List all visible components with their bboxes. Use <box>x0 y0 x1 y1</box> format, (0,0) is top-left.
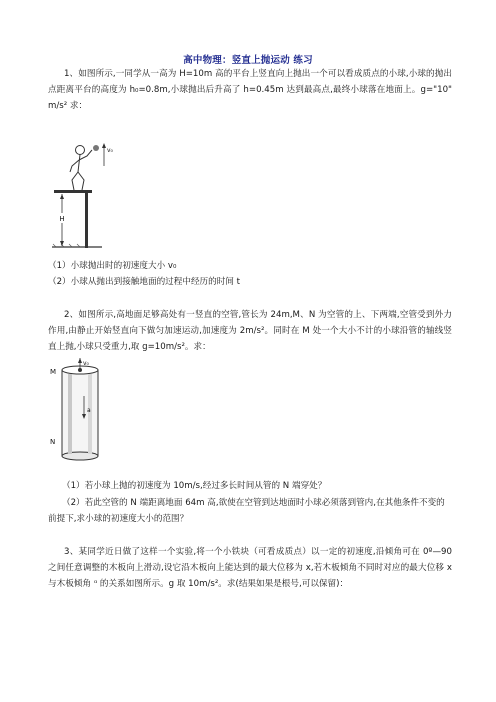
velocity-label: v₀ <box>107 147 113 154</box>
question-1-stem: 1、如图所示,一同学从一高为 H=10m 高的平台上竖直向上抛出一个可以看成质点的小球,小球的抛出点距离平台的高度为 h₀=0.8m,小球抛出后升高了 h=0.45m 达到最高点,最终小球落在地面上。g="10" m/s² 求： <box>48 69 452 111</box>
acceleration-label: a <box>87 407 91 414</box>
question-2-stem: 2、如图所示,高地面足够高处有一竖直的空管,管长为 24m,M、N 为空管的上、下两端,空管受到外力作用,由静止开始竖直向下做匀加速运动,加速度为 2m/s²。同时在 M 处一个大小不计的小球沿管的轴线竖直上抛,小球只受重力,取 g=10m/s²。求： <box>48 310 452 352</box>
question-2-sub-2: （2）若此空管的 N 端距离地面 64m 高,欲使在空管到达地面时小球必须落到管内,在其他条件不变的前提下,求小球的初速度大小的范围？ <box>48 498 445 524</box>
tube-bottom <box>62 452 98 460</box>
question-3-stem: 3、某同学近日做了这样一个实验,将一个小铁块（可看成质点）以一定的初速度,沿倾角可在 0º—90 之间任意调整的木板向上滑动,设它沿木板向上能达到的最大位移为 x,若木板倾角不同时对应的最大位移 x 与木板倾角 ᵅ 的关系如图所示。g 取 10m/s²。求(结果如果是根号,可以保留)： <box>48 547 452 589</box>
platform-pillar <box>85 190 88 248</box>
ball-icon <box>93 145 99 151</box>
end-n-label: N <box>50 438 56 446</box>
page-title: 高中物理：竖直上抛运动 练习 <box>183 55 313 66</box>
question-2-figure <box>48 358 116 468</box>
tube-shading-left <box>68 374 72 454</box>
end-m-label: M <box>50 368 57 376</box>
question-1-figure <box>52 140 142 248</box>
question-1-sub-2: （2）小球从抛出到接触地面的过程中经历的时间 t <box>48 277 241 287</box>
question-1-sub-1: （1）小球抛出时的初速度大小 v₀ <box>48 261 177 271</box>
student-figure <box>70 146 92 191</box>
question-2-sub-1: （1）若小球上抛的初速度为 10m/s,经过多长时间从管的 N 端穿处？ <box>62 481 327 491</box>
velocity-label: v₀ <box>83 360 89 367</box>
height-label: H <box>59 215 65 223</box>
tube-shading-right <box>88 374 92 454</box>
tube-body <box>62 370 98 456</box>
